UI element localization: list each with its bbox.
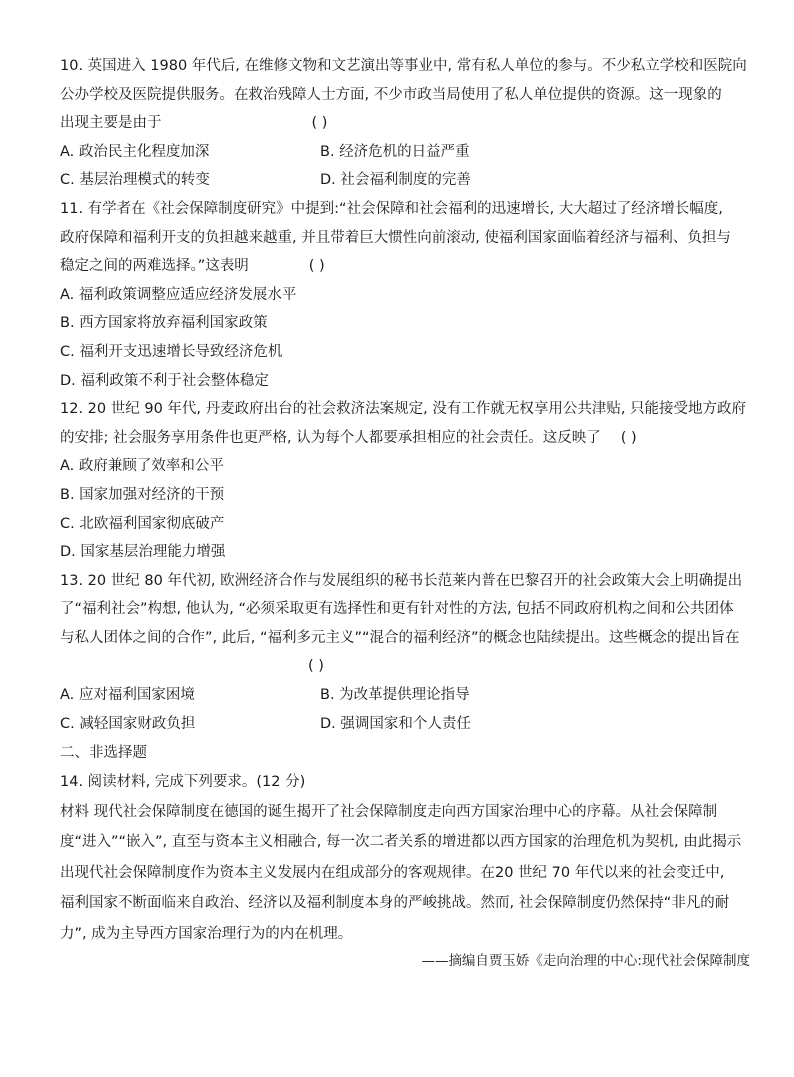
material-line: 出现代社会保障制度作为资本主义发展内在组成部分的客观规律。在20 世纪 70 年代以来的社会变迁中, xyxy=(60,864,725,881)
option-b: B. 经济危机的日益严重 xyxy=(320,143,470,160)
option-a: A. 福利政策调整应适应经济发展水平 xyxy=(60,286,297,303)
q10-stem-line: 10. 英国进入 1980 年代后, 在维修文物和文艺演出等事业中, 常有私人单位的参与。不少私立学校和医院向 xyxy=(60,58,747,74)
q13-stem-line: 13. 20 世纪 80 年代初, 欧洲经济合作与发展组织的秘书长范莱内普在巴黎召开的社会政策大会上明确提出 xyxy=(60,572,743,589)
question-10 xyxy=(60,52,750,195)
answer-parentheses: ( ) xyxy=(308,658,324,675)
option-c: C. 北欧福利国家彻底破产 xyxy=(60,515,225,532)
option-b: B. 为改革提供理论指导 xyxy=(320,687,470,704)
option-b: B. 国家加强对经济的干预 xyxy=(60,486,225,503)
exam-page xyxy=(60,52,750,975)
q12-stem-line: 的安排; 社会服务享用条件也更严格, 认为每个人都要承担相应的社会责任。这反映了 xyxy=(60,429,601,446)
option-d: D. 社会福利制度的完善 xyxy=(320,172,471,189)
q10-stem-line: 出现主要是由于 xyxy=(60,115,162,132)
option-d: D. 强调国家和个人责任 xyxy=(320,715,471,732)
option-c: C. 减轻国家财政负担 xyxy=(60,715,196,732)
answer-parentheses: ( ) xyxy=(620,429,637,446)
material-block xyxy=(60,797,750,950)
material-line: 度“进入”“嵌入”, 直至与资本主义相融合, 每一次二者关系的增进都以西方国家的治理危机为契机, 由此揭示 xyxy=(60,834,742,851)
option-c: C. 福利开支迅速增长导致经济危机 xyxy=(60,343,283,360)
material-line: 福利国家不断面临来自政治、经济以及福利制度本身的严峻挑战。然而, 社会保障制度仍然保持“非凡的耐 xyxy=(60,895,730,912)
q13-stem-line: 与私人团体之间的合作”, 此后, “福利多元主义”“混合的福利经济”的概念也陆续提出。这些概念的提出旨在 xyxy=(60,629,740,646)
q11-stem-line: 政府保障和福利开支的负担越来越重, 并且带着巨大惯性向前滚动, 使福利国家面临着经济与福利、负担与 xyxy=(60,229,731,246)
material-line: 力”, 成为主导西方国家治理行为的内在机理。 xyxy=(60,925,353,942)
q12-stem-last xyxy=(60,424,750,453)
question-14 xyxy=(60,768,750,975)
section-heading: 二、非选择题 xyxy=(60,745,147,762)
answer-parentheses: ( ) xyxy=(308,258,325,275)
material-line: 材料 现代社会保障制度在德国的诞生揭开了社会保障制度走向西方国家治理中心的序幕。从社会保障制 xyxy=(60,803,718,820)
q10-stem-line: 公办学校及医院提供服务。在救治残障人士方面, 不少市政当局使用了私人单位提供的资源。这一现象的 xyxy=(60,86,722,103)
q10-stem-last xyxy=(60,109,750,138)
option-a: A. 政府兼顾了效率和公平 xyxy=(60,458,224,475)
question-11 xyxy=(60,195,750,395)
option-row xyxy=(60,138,750,167)
option-row xyxy=(60,681,750,710)
question-13 xyxy=(60,567,750,739)
answer-parentheses: ( ) xyxy=(311,115,328,132)
option-row xyxy=(60,710,750,739)
option-row xyxy=(60,166,750,195)
q11-stem-line: 稳定之间的两难选择。”这表明 xyxy=(60,258,249,275)
q12-stem-line: 12. 20 世纪 90 年代, 丹麦政府出台的社会救济法案规定, 没有工作就无权享用公共津贴, 只能接受地方政府 xyxy=(60,401,747,418)
option-d: D. 国家基层治理能力增强 xyxy=(60,544,226,561)
option-a: A. 政治民主化程度加深 xyxy=(60,143,210,160)
material-source: ——摘编自贾玉娇《走向治理的中心:现代社会保障制度 xyxy=(421,953,750,970)
option-d: D. 福利政策不利于社会整体稳定 xyxy=(60,372,269,389)
option-b: B. 西方国家将放弃福利国家政策 xyxy=(60,315,268,332)
q11-stem-last xyxy=(60,252,750,281)
q11-stem-line: 11. 有学者在《社会保障制度研究》中提到:“社会保障和社会福利的迅速增长, 大大超过了经济增长幅度, xyxy=(60,200,723,217)
q14-stem: 14. 阅读材料, 完成下列要求。(12 分) xyxy=(60,774,306,791)
q13-paren-line xyxy=(60,652,750,681)
question-12 xyxy=(60,395,750,567)
source-row xyxy=(60,949,750,975)
q13-stem-line: 了“福利社会”构想, 他认为, “必须采取更有选择性和更有针对性的方法, 包括不同政府机构之间和公共团体 xyxy=(60,601,734,618)
option-a: A. 应对福利国家困境 xyxy=(60,687,195,704)
option-c: C. 基层治理模式的转变 xyxy=(60,172,210,189)
